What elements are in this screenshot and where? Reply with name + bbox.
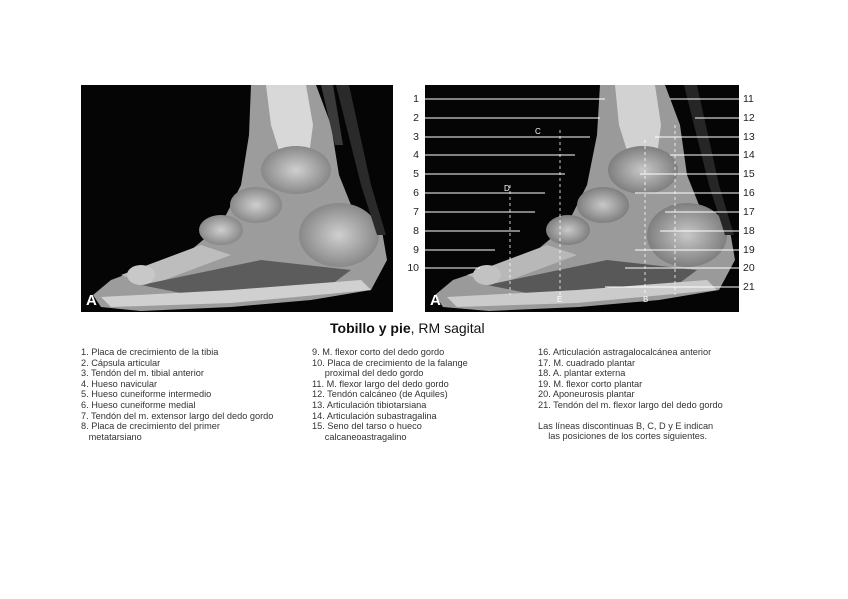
figure-title xyxy=(330,320,485,336)
label-number-3: 3 xyxy=(413,131,419,143)
cut-marker-d: D xyxy=(504,184,510,193)
legend-item: 12. Tendón calcáneo (de Aquiles) xyxy=(312,389,448,400)
legend-item: 18. A. plantar externa xyxy=(538,368,626,379)
label-number-21: 21 xyxy=(743,281,755,293)
label-number-8: 8 xyxy=(413,225,419,237)
legend-item: 10. Placa de crecimiento de la falange proximal del dedo gordo xyxy=(312,357,468,379)
label-number-4: 4 xyxy=(413,149,419,161)
legend-item: 19. M. flexor corto plantar xyxy=(538,378,643,389)
label-number-16: 16 xyxy=(743,187,755,199)
legend-item: 4. Hueso navicular xyxy=(81,378,158,389)
label-number-7: 7 xyxy=(413,206,419,218)
label-number-13: 13 xyxy=(743,131,755,143)
legend-item: 9. M. flexor corto del dedo gordo xyxy=(312,347,445,357)
mri-image-left xyxy=(81,85,393,312)
legend-note: Las líneas discontinuas B, C, D y E indican las posiciones de los cortes siguientes. xyxy=(538,420,714,442)
label-number-6: 6 xyxy=(413,187,419,199)
legend-column-1 xyxy=(81,347,296,442)
legend-item: 5. Hueso cuneiforme intermedio xyxy=(81,389,212,400)
panel-letter-left: A xyxy=(86,292,97,309)
label-number-1: 1 xyxy=(413,93,419,105)
label-number-19: 19 xyxy=(743,244,755,256)
foot-mri-illustration-right xyxy=(425,85,739,312)
label-number-17: 17 xyxy=(743,206,755,218)
legend-item: 1. Placa de crecimiento de la tibia xyxy=(81,347,219,357)
legend-column-3 xyxy=(538,347,768,442)
legend-item: 7. Tendón del m. extensor largo del dedo gordo xyxy=(81,410,274,421)
label-number-12: 12 xyxy=(743,112,755,124)
legend-item: 17. M. cuadrado plantar xyxy=(538,357,636,368)
legend-item: 21. Tendón del m. flexor largo del dedo gordo xyxy=(538,399,723,410)
label-number-2: 2 xyxy=(413,112,419,124)
legend-item: 3. Tendón del m. tibial anterior xyxy=(81,368,204,379)
label-number-15: 15 xyxy=(743,168,755,180)
legend-item: 6. Hueso cuneiforme medial xyxy=(81,399,196,410)
label-number-14: 14 xyxy=(743,149,755,161)
foot-mri-illustration-left xyxy=(81,85,393,312)
legend-item: 13. Articulación tibiotarsiana xyxy=(312,399,427,410)
figure-title-bold: Tobillo y pie xyxy=(330,320,411,336)
legend-item: 16. Articulación astragalocalcánea anterior xyxy=(538,347,712,357)
label-number-5: 5 xyxy=(413,168,419,180)
cut-marker-b: B xyxy=(643,295,649,304)
panel-letter-right: A xyxy=(430,292,441,309)
legend-item: 20. Aponeurosis plantar xyxy=(538,389,635,400)
label-number-9: 9 xyxy=(413,244,419,256)
mri-image-right xyxy=(425,85,739,312)
figure-title-rest: , RM sagital xyxy=(410,320,485,336)
legend-column-2 xyxy=(312,347,527,442)
label-number-18: 18 xyxy=(743,225,755,237)
label-number-11: 11 xyxy=(743,93,754,105)
legend-item: 14. Articulación subastragalina xyxy=(312,410,437,421)
cut-marker-c: C xyxy=(535,127,541,136)
cut-marker-e: E xyxy=(557,295,563,304)
legend-item: 15. Seno del tarso o hueco calcaneoastragalino xyxy=(312,421,422,442)
label-number-10: 10 xyxy=(407,262,419,274)
legend-item: 2. Cápsula articular xyxy=(81,357,161,368)
legend-item: 8. Placa de crecimiento del primer metatarsiano xyxy=(81,421,220,442)
legend-item: 11. M. flexor largo del dedo gordo xyxy=(312,378,449,389)
label-number-20: 20 xyxy=(743,262,755,274)
